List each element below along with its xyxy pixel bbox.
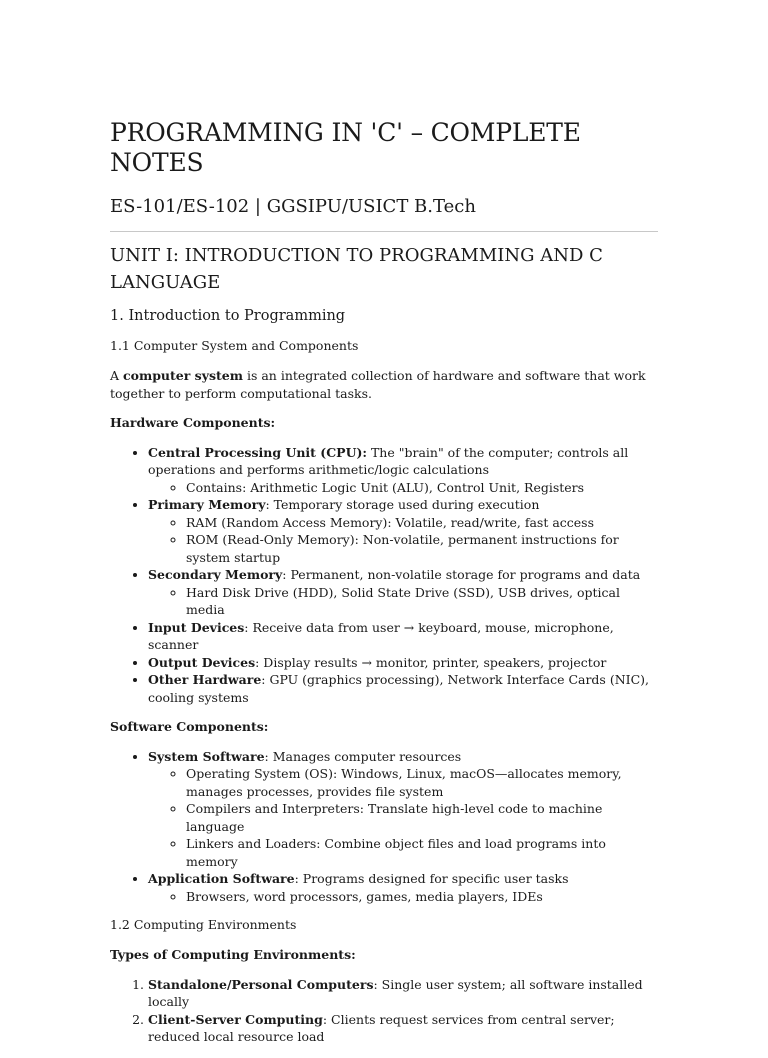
sub-list-item: ◦ Contains: Arithmetic Logic Unit (ALU), Control Unit, Registers (186, 479, 658, 497)
sub-list-item: ◦ Compilers and Interpreters: Translate high-level code to machine language (186, 800, 658, 835)
sub-list (148, 584, 658, 619)
item-term: Input Devices (148, 619, 245, 635)
list-item (148, 976, 658, 1011)
item-description: : Temporary storage used during execution (265, 497, 540, 512)
software-label: Software Components: (110, 719, 269, 734)
item-description: : GPU (graphics processing), Network Interface Cards (NIC), cooling systems (148, 672, 649, 705)
list-item (148, 671, 658, 706)
item-term: Application Software (148, 871, 295, 886)
item-term: Standalone/Personal Computers (148, 976, 374, 992)
item-term: Other Hardware (148, 672, 262, 687)
sub-list (148, 479, 658, 497)
sub-list-item: ◦ Hard Disk Drive (HDD), Solid State Drive (SSD), USB drives, optical media (186, 584, 658, 619)
item-term: Secondary Memory (148, 567, 283, 582)
subsection-heading: 1.2 Computing Environments (110, 917, 297, 932)
divider (110, 231, 658, 232)
list-item (148, 870, 658, 905)
list-item (148, 566, 658, 619)
item-description: : Programs designed for specific user tasks (294, 871, 569, 886)
list-item (148, 654, 658, 672)
hardware-label: Hardware Components: (110, 415, 276, 430)
item-term: Client-Server Computing (148, 1011, 323, 1027)
list-item (148, 444, 658, 497)
item-description: : Receive data from user → keyboard, mouse, microphone, scanner (148, 619, 614, 652)
environments-label: Types of Computing Environments: (110, 947, 356, 962)
sub-list (148, 514, 658, 567)
item-term: System Software (148, 748, 265, 764)
item-description: The "brain" of the computer; controls all operations and performs arithmetic/logic calculations (148, 444, 629, 477)
item-description: : Permanent, non-volatile storage for programs and data (282, 567, 641, 582)
item-description: : Clients request services from central server; reduced local resource load (148, 1011, 615, 1044)
list-item (148, 496, 658, 566)
sub-list-item: ◦ Linkers and Loaders: Combine object files and load programs into memory (186, 835, 658, 870)
item-term: Primary Memory (148, 497, 266, 512)
sub-list-item: ◦ RAM (Random Access Memory): Volatile, read/write, fast access (186, 514, 658, 532)
document-page (110, 110, 658, 1058)
document-title: PROGRAMMING IN 'C' – COMPLETE NOTES (110, 118, 581, 177)
item-term: Central Processing Unit (CPU): (148, 444, 367, 460)
item-description: : Display results → monitor, printer, speakers, projector (255, 654, 607, 670)
sub-list-item: ◦ Operating System (OS): Windows, Linux, macOS—allocates memory, manages processes, provides file system (186, 765, 658, 800)
environments-list (110, 976, 658, 1046)
hardware-list (110, 444, 658, 707)
document-subtitle: ES-101/ES-102 | GGSIPU/USICT B.Tech (110, 196, 476, 217)
sub-list-item: ◦ ROM (Read-Only Memory): Non-volatile, permanent instructions for system startup (186, 531, 658, 566)
item-description: : Manages computer resources (264, 748, 462, 764)
sub-list (148, 765, 658, 870)
intro-paragraph: A computer system is an integrated collection of hardware and software that work together to perform computational tasks. (110, 368, 646, 401)
list-item (148, 619, 658, 654)
sub-list-item: ◦ Browsers, word processors, games, media players, IDEs (186, 888, 658, 906)
software-list (110, 748, 658, 906)
item-term: Output Devices (148, 654, 256, 670)
list-item (148, 748, 658, 871)
sub-list (148, 888, 658, 906)
unit-heading: UNIT I: INTRODUCTION TO PROGRAMMING AND C LANGUAGE (110, 245, 603, 293)
item-description: : Single user system; all software installed locally (148, 976, 643, 1009)
section-heading: 1. Introduction to Programming (110, 308, 346, 324)
list-item (148, 1011, 658, 1046)
subsection-heading: 1.1 Computer System and Components (110, 338, 359, 353)
intro-term: computer system (123, 368, 243, 383)
